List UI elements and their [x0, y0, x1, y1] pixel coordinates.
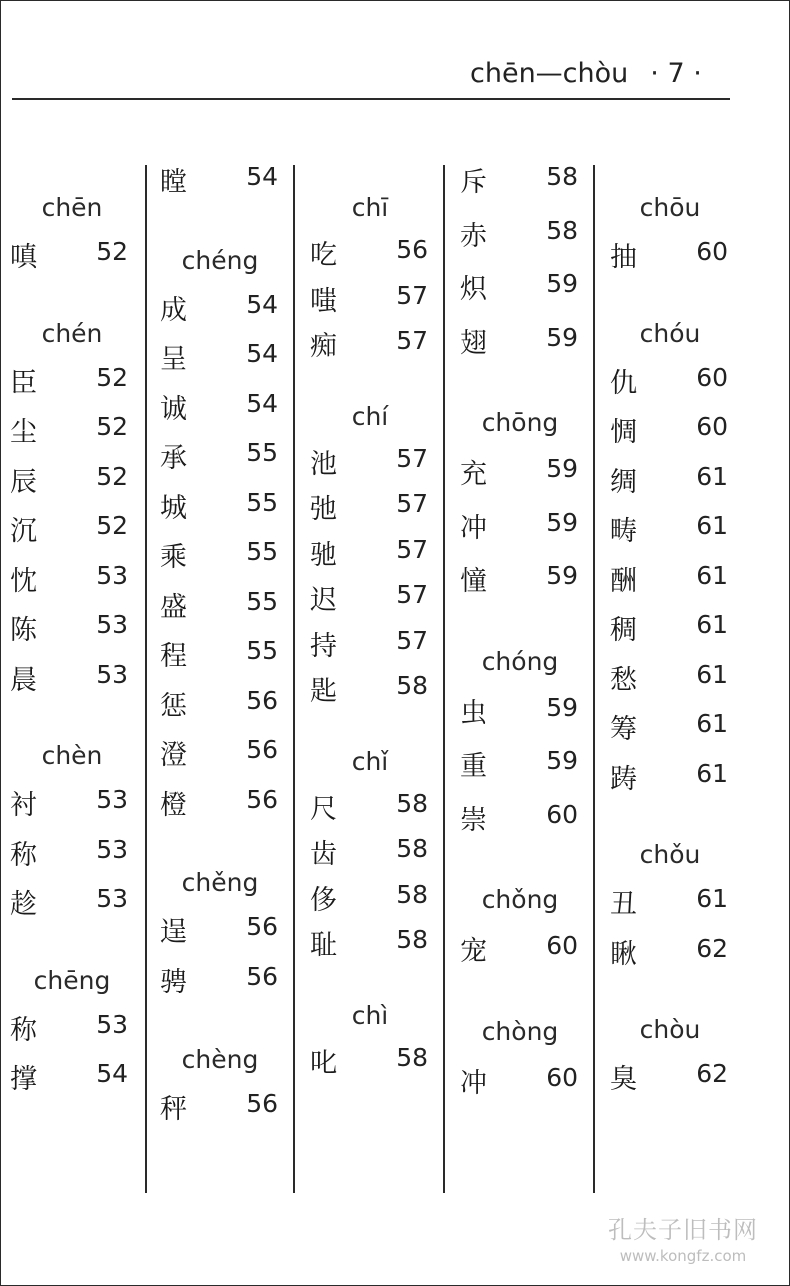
entry-character: 痴 [310, 331, 337, 362]
page-header [470, 58, 702, 98]
entry-page-number: 61 [696, 659, 728, 689]
entry-page-number: 59 [546, 454, 578, 483]
entry-character: 承 [160, 443, 187, 474]
entry-character: 惆 [610, 417, 637, 448]
index-entry [10, 1057, 128, 1097]
index-entry [610, 1057, 728, 1097]
entry-character: 充 [460, 459, 487, 490]
entry-page-number: 53 [96, 785, 128, 814]
index-entry [610, 707, 728, 747]
index-entry [10, 361, 128, 401]
entry-character: 虫 [460, 697, 487, 729]
entry-character: 筹 [610, 714, 637, 745]
index-entry [310, 578, 428, 618]
watermark-logo-text: 孔夫子旧书网 [608, 1216, 758, 1244]
entry-character: 丑 [610, 889, 637, 920]
index-entry [160, 910, 278, 950]
index-entry [460, 160, 578, 200]
column-divider [293, 165, 295, 1193]
index-entry [460, 929, 578, 969]
entry-page-number: 61 [696, 511, 728, 540]
entry-page-number: 57 [396, 580, 428, 609]
syllable-heading: chí [351, 401, 389, 431]
entry-page-number: 57 [396, 489, 428, 518]
index-entry [10, 559, 128, 599]
entry-page-number: 53 [96, 1009, 128, 1039]
index-entry [160, 783, 278, 823]
index-entry [160, 288, 278, 328]
entry-page-number: 59 [546, 746, 578, 775]
entry-page-number: 60 [546, 1062, 578, 1092]
index-entry [610, 361, 728, 401]
index-entry [310, 442, 428, 482]
entry-character: 陈 [10, 615, 37, 646]
index-entry [310, 279, 428, 319]
entry-character: 稠 [610, 615, 637, 646]
entry-character: 晨 [10, 664, 37, 696]
syllable-heading: chén [41, 318, 103, 348]
index-entry [460, 452, 578, 492]
entry-page-number: 61 [696, 560, 728, 590]
header-range: chēn—chòu [470, 58, 629, 89]
index-entry [310, 1041, 428, 1081]
entry-character: 侈 [310, 884, 337, 916]
entry-page-number: 58 [396, 671, 428, 700]
syllable-heading: chōu [639, 193, 701, 222]
index-entry [10, 783, 128, 823]
index-entry [460, 559, 578, 599]
entry-page-number: 57 [396, 326, 428, 355]
entry-character: 成 [160, 294, 187, 326]
entry-character: 愁 [610, 664, 637, 696]
entry-character: 衬 [10, 790, 37, 821]
index-entry [310, 878, 428, 918]
entry-page-number: 62 [696, 1059, 728, 1088]
entry-page-number: 58 [396, 1042, 428, 1072]
index-entry [160, 387, 278, 427]
watermark-url: www.kongfz.com [619, 1247, 747, 1265]
entry-character: 橙 [160, 789, 187, 821]
entry-character: 瞠 [160, 167, 187, 198]
watermark [598, 1210, 768, 1265]
index-entry [310, 832, 428, 872]
index-entry [10, 833, 128, 873]
entry-page-number: 56 [246, 912, 278, 941]
entry-character: 趁 [10, 889, 37, 920]
entry-page-number: 55 [246, 537, 278, 566]
index-entry [610, 932, 728, 972]
entry-page-number: 53 [96, 884, 128, 913]
index-entry [460, 321, 578, 361]
entry-page-number: 57 [396, 625, 428, 655]
index-entry [10, 1008, 128, 1048]
index-entry [160, 486, 278, 526]
syllable-heading: chì [351, 1000, 389, 1030]
entry-page-number: 61 [696, 461, 728, 491]
entry-character: 池 [310, 448, 337, 480]
index-entry [10, 658, 128, 698]
entry-character: 称 [10, 839, 37, 871]
entry-character: 冲 [460, 1067, 487, 1099]
index-entry [460, 214, 578, 254]
entry-character: 盛 [160, 591, 187, 623]
entry-page-number: 56 [246, 961, 278, 991]
entry-character: 臭 [610, 1064, 637, 1095]
index-entry [310, 923, 428, 963]
index-entry [160, 436, 278, 476]
index-entry [310, 624, 428, 664]
entry-character: 尺 [310, 793, 337, 825]
entry-page-number: 61 [696, 610, 728, 639]
entry-page-number: 53 [96, 610, 128, 639]
index-entry [160, 535, 278, 575]
index-entry [610, 235, 728, 275]
entry-character: 持 [310, 630, 337, 662]
column-divider [145, 165, 147, 1193]
entry-character: 嗔 [10, 242, 37, 273]
entry-page-number: 52 [96, 362, 128, 392]
entry-page-number: 56 [396, 235, 428, 264]
entry-character: 忱 [10, 565, 37, 597]
column-divider [443, 165, 445, 1193]
entry-character: 程 [160, 641, 187, 672]
index-entry [460, 798, 578, 838]
index-entry [310, 669, 428, 709]
entry-character: 叱 [310, 1047, 337, 1079]
syllable-heading: chòng [481, 1016, 559, 1046]
index-entry [10, 410, 128, 450]
index-entry [310, 533, 428, 573]
entry-character: 澄 [160, 740, 187, 771]
index-entry [460, 506, 578, 546]
entry-page-number: 52 [96, 511, 128, 540]
entry-page-number: 55 [246, 586, 278, 616]
entry-character: 骋 [160, 966, 187, 998]
index-entry [310, 487, 428, 527]
index-entry [160, 337, 278, 377]
entry-character: 迟 [310, 585, 337, 616]
entry-character: 崇 [460, 804, 487, 836]
index-entry [160, 1087, 278, 1127]
index-entry [10, 509, 128, 549]
entry-page-number: 52 [96, 412, 128, 441]
entry-character: 重 [460, 751, 487, 782]
entry-character: 憧 [460, 566, 487, 597]
syllable-heading: chóng [481, 646, 559, 676]
index-entry [460, 691, 578, 731]
syllable-heading: chǒu [639, 840, 701, 869]
index-entry [160, 684, 278, 724]
syllable-heading: chēng [33, 965, 111, 995]
index-entry [460, 267, 578, 307]
entry-character: 炽 [460, 274, 487, 305]
index-entry [610, 658, 728, 698]
index-entry [10, 460, 128, 500]
entry-page-number: 62 [696, 933, 728, 963]
index-entry [160, 160, 278, 200]
entry-character: 匙 [310, 676, 337, 707]
entry-character: 驰 [310, 539, 337, 571]
entry-character: 酬 [610, 565, 637, 597]
index-entry [310, 324, 428, 364]
index-entry [160, 960, 278, 1000]
entry-character: 抽 [610, 242, 637, 273]
index-entry [160, 634, 278, 674]
entry-character: 辰 [10, 466, 37, 498]
entry-page-number: 54 [246, 162, 278, 191]
entry-character: 尘 [10, 417, 37, 448]
entry-character: 逞 [160, 917, 187, 948]
syllable-heading: chèn [41, 741, 103, 770]
entry-character: 沉 [10, 516, 37, 547]
entry-page-number: 55 [246, 636, 278, 665]
index-entry [10, 882, 128, 922]
entry-page-number: 54 [246, 339, 278, 368]
header-rule [12, 98, 730, 100]
entry-page-number: 58 [546, 162, 578, 191]
index-entry [310, 787, 428, 827]
index-entry [160, 585, 278, 625]
page-number: · 7 · [650, 58, 702, 89]
entry-character: 乘 [160, 542, 187, 573]
syllable-heading: chòu [639, 1015, 701, 1044]
entry-page-number: 59 [546, 561, 578, 590]
entry-character: 撑 [10, 1064, 37, 1095]
entry-page-number: 58 [396, 788, 428, 818]
entry-page-number: 61 [696, 758, 728, 788]
entry-page-number: 55 [246, 438, 278, 467]
index-entry [610, 460, 728, 500]
syllable-heading: chěng [181, 868, 259, 897]
entry-page-number: 58 [396, 834, 428, 863]
entry-page-number: 57 [396, 443, 428, 473]
index-entry [10, 608, 128, 648]
index-entry [610, 410, 728, 450]
index-entry [610, 757, 728, 797]
syllable-heading: chóu [639, 318, 701, 348]
index-entry [160, 733, 278, 773]
entry-page-number: 60 [696, 412, 728, 441]
entry-character: 赤 [460, 220, 487, 252]
entry-character: 惩 [160, 690, 187, 722]
entry-page-number: 53 [96, 834, 128, 864]
entry-character: 弛 [310, 494, 337, 525]
entry-page-number: 59 [546, 507, 578, 537]
entry-page-number: 54 [96, 1059, 128, 1088]
entry-character: 齿 [310, 839, 337, 870]
entry-character: 斥 [460, 167, 487, 198]
entry-page-number: 57 [396, 280, 428, 310]
syllable-heading: chéng [181, 245, 259, 275]
index-entry [610, 608, 728, 648]
entry-page-number: 52 [96, 237, 128, 266]
entry-character: 诚 [160, 393, 187, 425]
entry-page-number: 56 [246, 784, 278, 814]
entry-page-number: 55 [246, 487, 278, 517]
entry-page-number: 59 [546, 692, 578, 722]
entry-character: 瞅 [610, 938, 637, 970]
syllable-heading: chī [351, 193, 389, 222]
entry-page-number: 54 [246, 289, 278, 319]
entry-character: 仇 [610, 367, 637, 399]
entry-page-number: 59 [546, 322, 578, 352]
entry-page-number: 54 [246, 388, 278, 418]
entry-character: 踌 [610, 763, 637, 795]
entry-page-number: 56 [246, 1089, 278, 1118]
index-entry [610, 559, 728, 599]
index-entry [460, 744, 578, 784]
entry-page-number: 59 [546, 269, 578, 298]
entry-character: 畴 [610, 516, 637, 547]
entry-page-number: 60 [696, 362, 728, 392]
entry-page-number: 56 [246, 685, 278, 715]
entry-character: 绸 [610, 466, 637, 498]
entry-page-number: 53 [96, 659, 128, 689]
index-entry [10, 235, 128, 275]
syllable-heading: chǒng [481, 885, 559, 914]
syllable-heading: chēn [41, 193, 103, 222]
entry-character: 翅 [460, 327, 487, 359]
index-entry [610, 509, 728, 549]
entry-page-number: 58 [546, 215, 578, 245]
index-entry [460, 1061, 578, 1101]
entry-page-number: 60 [546, 799, 578, 829]
entry-character: 冲 [460, 512, 487, 544]
entry-character: 臣 [10, 367, 37, 399]
entry-page-number: 60 [546, 931, 578, 960]
entry-character: 呈 [160, 344, 187, 375]
entry-character: 称 [10, 1014, 37, 1046]
entry-page-number: 56 [246, 735, 278, 764]
entry-page-number: 60 [696, 237, 728, 266]
column-divider [593, 165, 595, 1193]
entry-page-number: 52 [96, 461, 128, 491]
entry-character: 宠 [460, 936, 487, 967]
index-entry [610, 882, 728, 922]
entry-page-number: 53 [96, 560, 128, 590]
entry-page-number: 58 [396, 879, 428, 909]
syllable-heading: chōng [481, 408, 559, 437]
syllable-heading: chèng [181, 1045, 259, 1074]
entry-page-number: 61 [696, 884, 728, 913]
entry-page-number: 57 [396, 534, 428, 564]
entry-character: 城 [160, 492, 187, 524]
entry-character: 吃 [310, 240, 337, 271]
entry-character: 耻 [310, 930, 337, 961]
index-entry [310, 233, 428, 273]
entry-character: 秤 [160, 1094, 187, 1125]
entry-page-number: 58 [396, 925, 428, 954]
entry-character: 嗤 [310, 285, 337, 317]
entry-page-number: 61 [696, 709, 728, 738]
syllable-heading: chǐ [351, 746, 389, 776]
